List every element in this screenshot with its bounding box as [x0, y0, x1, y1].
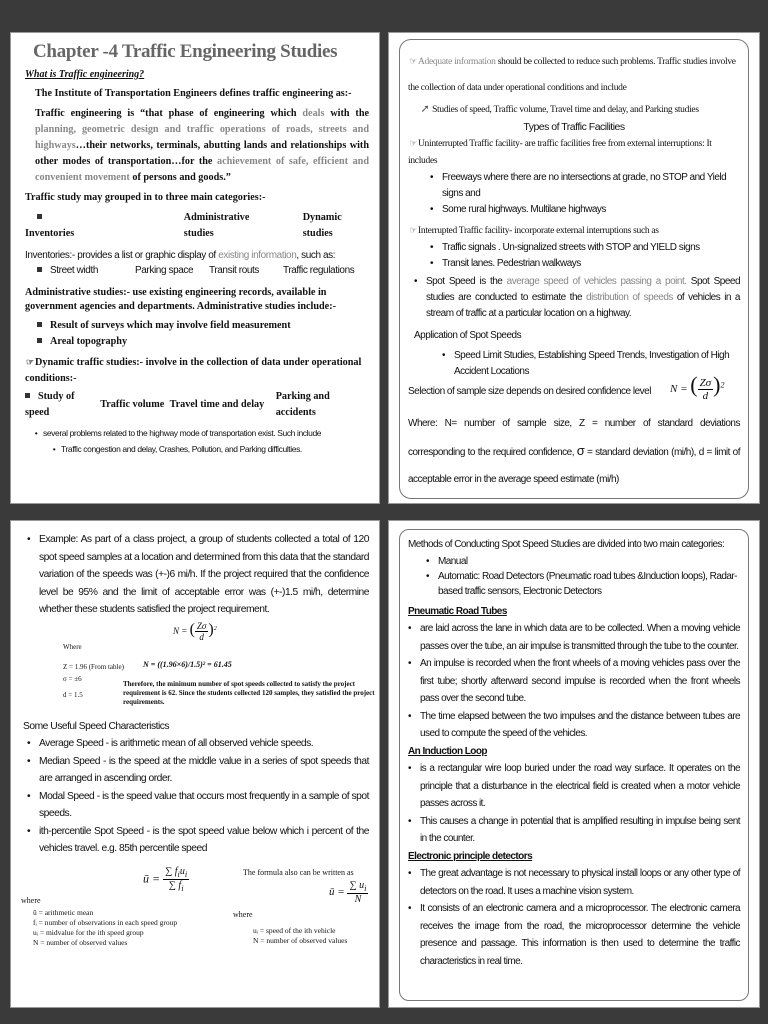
chapter-title: Chapter -4 Traffic Engineering Studies	[33, 41, 338, 62]
list-item: • The time elapsed between the two impulses and the distance between tubes are used to compute the speed of the vehicles.	[420, 708, 740, 743]
simple-definitions: uᵢ = speed of the ith vehicle N = number of observed values	[253, 925, 348, 945]
speed-characteristics-list	[23, 735, 369, 858]
electronic-heading: Electronic principle detectors	[408, 850, 533, 862]
mean-formulas	[23, 858, 369, 958]
administrative-text: Administrative studies:- use existing engineering records, available in government agencies and departments. Administrative studies include:-	[25, 287, 336, 312]
grouped-definitions: ū = arithmetic mean fᵢ = number of observations in each speed group uᵢ = midvalue for the ith speed group N = number of observed values	[33, 907, 178, 947]
arrow-icon: ➚	[420, 103, 430, 115]
list-item: • Automatic: Road Detectors (Pneumatic road tubes &Induction loops), Radar-based traffic sensors, Electronic Detectors	[438, 569, 740, 599]
square-bullet-icon	[25, 393, 30, 398]
square-bullet-icon	[37, 338, 42, 343]
simple-mean-formula: ū = $\frac{\sum u_i}{N}$	[329, 879, 367, 905]
slide-example-speed-characteristics	[10, 520, 380, 1008]
list-item: • Average Speed - is arithmetic mean of all observed vehicle speeds.	[39, 735, 369, 753]
list-item: • are laid across the lane in which data are to be collected. When a moving vehicle passes over the tube, an air impulse is transmitted through the tube to the counter.	[420, 620, 740, 655]
list-item: • It consists of an electronic camera and a microprocessor. The electronic camera receives the image from the road, the microprocessor determine the vehicle presence and passage. This information is then used to determine the traffic characteristics in real time.	[420, 900, 740, 970]
also-text: The formula also can be written as	[243, 867, 354, 877]
list-item: • This causes a change in potential that is amplified resulting in impulse being sent in the counter.	[420, 813, 740, 848]
example-solution	[63, 642, 375, 714]
square-bullet-icon	[37, 267, 42, 272]
square-bullet-icon	[37, 322, 42, 327]
definition-intro: The Institute of Transportation Engineers defines traffic engineering as:-	[35, 88, 352, 99]
sample-size-formula: N = ( $\frac{Z\sigma}{d}$ )$^2$	[670, 372, 725, 402]
problems-text: • several problems related to the highway mode of transportation exist. Such include	[34, 428, 322, 438]
uninterrupted-text: ☞Uninterrupted Traffic facility- are traffic facilities free from external interruptions: It includes	[408, 135, 740, 170]
where-label: Where	[63, 642, 82, 651]
useful-heading: Some Useful Speed Characteristics	[23, 720, 170, 732]
list-item: • The great advantage is not necessary to physical install loops or any other type of detectors on the road. It uses a machine vision system.	[420, 865, 740, 900]
pointer-icon: ☞	[409, 56, 417, 66]
list-item: • Some rural highways. Multilane highways	[442, 202, 740, 218]
list-item: • An impulse is recorded when the front wheels of a moving vehicles pass over the first tube; shortly afterward second impulse is recorded when the front wheels pass over the second tube.	[420, 655, 740, 708]
list-item: • Modal Speed - is the speed value that occurs most frequently in a sample of spot speeds.	[39, 788, 369, 823]
categories-intro: Traffic study may grouped in to three main categories:-	[25, 192, 266, 203]
list-item: • is a rectangular wire loop buried under the road way surface. It operates on the principle that a disturbance in the electrical field is created when a motor vehicle passes across it.	[420, 760, 740, 813]
induction-list	[408, 760, 740, 848]
dynamic-text: ☞Dynamic traffic studies:- involve in the collection of data under operational conditions:-	[25, 354, 369, 387]
pointer-icon: ☞	[409, 225, 417, 235]
slide-traffic-engineering-intro	[10, 32, 380, 504]
list-item: • Freeways where there are no intersections at grade, no STOP and Yield signs and	[442, 170, 740, 202]
where-label: where	[233, 909, 253, 919]
slide-traffic-facilities	[388, 32, 760, 504]
administrative-item: Areal topography	[25, 334, 369, 350]
categories-list: Inventories Administrative studies Dynamic studies	[25, 212, 342, 239]
conclusion-text: Therefore, the minimum number of spot speeds collected to satisfy the project requirement is 62. Since the students collected 120 samples, they satisfied the project requirements.	[123, 679, 375, 706]
problems-sub: • Traffic congestion and delay, Crashes, Pollution, and Parking difficulties.	[52, 444, 302, 454]
list-item: • Transit lanes. Pedestrian walkways	[442, 256, 740, 272]
list-item: • ith-percentile Spot Speed - is the spot speed value below which i percent of the vehicles travel. e.g. 85th percentile speed	[39, 823, 369, 858]
methods-heading: Methods of Conducting Spot Speed Studies are divided into two main categories:	[408, 539, 725, 550]
studies-list: ➚ Studies of speed, Traffic volume, Travel time and delay, and Parking studies	[408, 101, 740, 119]
uninterrupted-list	[408, 170, 740, 218]
inventories-text: Inventories:- provides a list or graphic display of existing information, such as:	[25, 250, 336, 261]
z-value: Z = 1.96 (From table)	[63, 662, 124, 671]
example-formula: N = ( $\frac{Z\sigma}{d}$ )$^2$	[173, 620, 217, 642]
slide-spot-speed-methods	[388, 520, 760, 1008]
grouped-mean-formula: ū = $\frac{\sum f_iu_i}{\sum f_i}$	[143, 865, 188, 893]
interrupted-text: ☞Interrupted Traffic facility- incorporate external interruptions such as	[408, 222, 740, 240]
d-value: d = 1.5	[63, 690, 83, 699]
spot-speed-text: • Spot Speed is the average speed of vehicles passing a point. Spot Speed studies are conducted to estimate the distribution of speeds of vehicles in a stream of traffic at a particular location on a highway.	[408, 274, 740, 322]
example-text: • Example: As part of a class project, a group of students collected a total of 120 spot speed samples at a location and determined from this data that the standard variation of the speeds was (+-)6 mi/h. If the project required that the confidence level be 95% and the limit of acceptable error was (+-)1.5 mi/h, determine whether these students satisfied the project requirement.	[23, 531, 369, 619]
interrupted-list	[408, 240, 740, 272]
sample-size-row	[408, 372, 740, 410]
sigma-value: σ = ±6	[63, 674, 82, 683]
where-text: Where: N= number of sample size, Z = number of standard deviations corresponding to the required confidence, σ = standard deviation (mi/h), d = limit of acceptable error in the average speed estimate (mi/h)	[408, 418, 740, 485]
question-heading: What is Traffic engineering?	[25, 69, 145, 80]
pointer-icon: ☞	[409, 138, 417, 148]
pointer-icon: ☞	[25, 357, 35, 367]
list-item: • Median Speed - is the speed at the middle value in a series of spot speeds that are arranged in ascending order.	[39, 753, 369, 788]
pneumatic-list	[408, 620, 740, 743]
application-heading: Application of Spot Speeds	[414, 330, 522, 341]
inventories-list: Street width Parking space Transit routs Traffic regulations	[25, 263, 369, 278]
methods-list	[408, 554, 740, 599]
electronic-list	[408, 865, 740, 970]
list-item: • Manual	[438, 554, 740, 569]
calculation: N = ((1.96×6)/1.5)² = 61.45	[143, 659, 232, 669]
list-item: • Traffic signals . Un-signalized streets with STOP and YIELD signs	[442, 240, 740, 256]
induction-heading: An Induction Loop	[408, 745, 487, 757]
sample-size-text: Selection of sample size depends on desired confidence level	[408, 386, 651, 397]
adequate-info-text: ☞Adequate information should be collected to reduce such problems. Traffic studies involve the collection of data under operational conditions and include	[408, 48, 740, 101]
pneumatic-heading: Pneumatic Road Tubes	[408, 605, 507, 617]
list-item: • Speed Limit Studies, Establishing Speed Trends, Investigation of High Accident Locations	[454, 348, 740, 380]
square-bullet-icon	[37, 214, 42, 219]
definition-text: Traffic engineering is “that phase of engineering which deals with the planning, geometric design and traffic operations of roads, streets and highways…their networks, terminals, abutting lands and relationships with other modes of transportation…for the achievement of safe, efficient and convenient movement of persons and goods.”	[35, 108, 370, 183]
administrative-item: Result of surveys which may involve field measurement	[25, 318, 369, 334]
types-heading: Types of Traffic Facilities	[523, 121, 625, 133]
where-label: where	[21, 895, 41, 905]
dynamic-list: Study of speed Traffic volume Travel time and delay Parking and accidents	[25, 391, 330, 418]
